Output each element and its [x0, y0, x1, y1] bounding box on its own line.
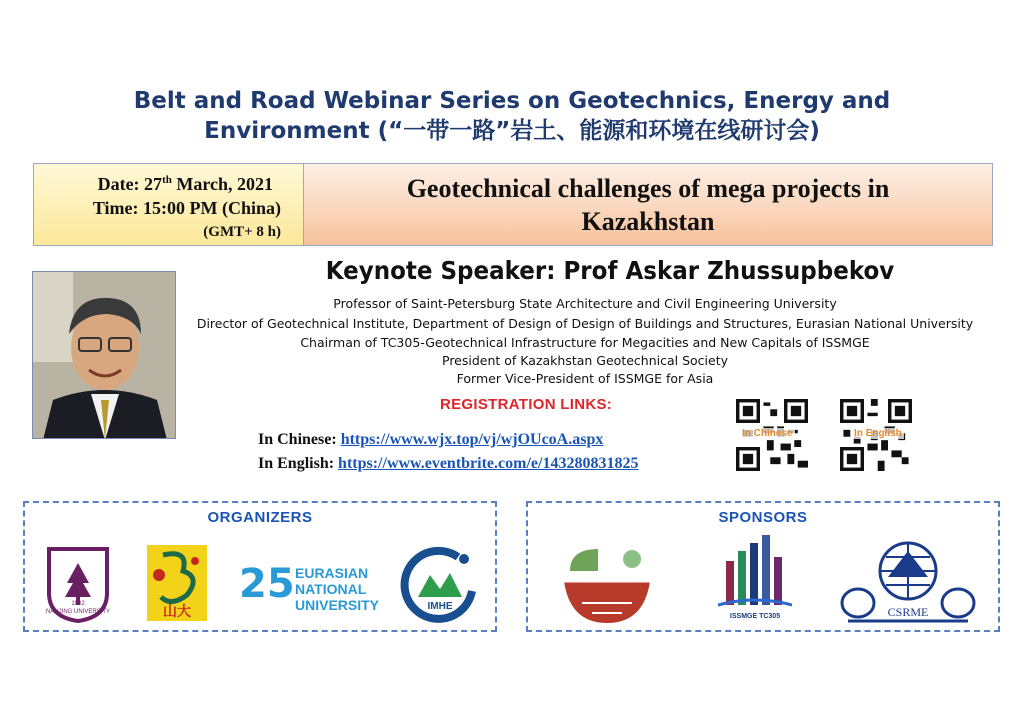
chinese-label: In Chinese:	[258, 431, 341, 448]
title-line-1: Belt and Road Webinar Series on Geotechnics, Energy and	[133, 88, 891, 114]
qr-chinese-tag: In Chinese	[742, 428, 793, 439]
event-time: Time: 15:00 PM (China)	[92, 198, 281, 218]
speaker-role-3: Chairman of TC305-Geotechnical Infrastructure for Megacities and New Capitals of ISSMGE	[300, 335, 870, 350]
webinar-series-title	[60, 86, 964, 146]
sponsors-title: SPONSORS	[718, 509, 808, 526]
sponsor-leaf-logo	[562, 545, 652, 625]
eurasian-national-university-logo	[239, 555, 389, 619]
shandong-university-logo	[143, 541, 211, 625]
csrme-logo-text: CSRME	[887, 605, 929, 619]
registration-title: REGISTRATION LINKS:	[440, 396, 613, 413]
title-line-2: Environment (“一带一路”岩土、能源和环境在线研讨会)	[204, 118, 820, 144]
talk-title-cell	[304, 164, 992, 245]
nanjing-university-logo	[43, 543, 113, 623]
enu-25-number: 25	[239, 561, 295, 607]
enu-line-1: EURASIAN	[295, 565, 369, 581]
event-date: Date: 27th March, 2021	[97, 174, 273, 194]
registration-chinese-row	[258, 431, 603, 449]
event-info-box	[33, 163, 993, 246]
enu-line-3: UNIVERSITY	[295, 597, 380, 613]
chinese-registration-link[interactable]: https://www.wjx.top/vj/wjOUcoA.aspx	[340, 431, 604, 448]
event-timezone: (GMT+ 8 h)	[203, 224, 281, 240]
tc305-logo-text: ISSMGE TC305	[729, 613, 781, 620]
imhe-logo	[400, 545, 480, 625]
talk-title-line-1: Geotechnical challenges of mega projects in	[406, 174, 890, 203]
csrme-logo	[838, 541, 978, 627]
enu-line-2: NATIONAL	[295, 581, 367, 597]
issmge-tc305-logo	[718, 531, 792, 629]
nanjing-logo-year: 1902	[71, 601, 85, 607]
organizers-title: ORGANIZERS	[207, 509, 313, 526]
speaker-photo	[32, 271, 176, 439]
imhe-logo-text: IMHE	[427, 601, 453, 612]
speaker-role-4: President of Kazakhstan Geotechnical Society	[442, 353, 728, 368]
date-time-cell	[34, 164, 304, 245]
qr-english-tag: In English	[854, 428, 902, 439]
english-registration-link[interactable]: https://www.eventbrite.com/e/143280831825	[338, 455, 639, 472]
nanjing-logo-text: NANJING UNIVERSITY	[45, 609, 110, 615]
shandong-logo-text: 山大	[163, 603, 191, 619]
speaker-role-2: Director of Geotechnical Institute, Department of Design of Design of Buildings and Structures, Eurasian National University	[196, 316, 974, 331]
registration-english-row	[258, 455, 638, 473]
english-label: In English:	[258, 455, 339, 472]
speaker-role-1: Professor of Saint-Petersburg State Architecture and Civil Engineering University	[333, 296, 837, 311]
keynote-speaker-heading: Keynote Speaker: Prof Askar Zhussupbekov	[325, 256, 895, 285]
sponsors-panel	[526, 501, 1000, 632]
organizers-panel	[23, 501, 497, 632]
talk-title-line-2: Kazakhstan	[581, 207, 715, 236]
speaker-role-5: Former Vice-President of ISSMGE for Asia	[456, 371, 714, 386]
